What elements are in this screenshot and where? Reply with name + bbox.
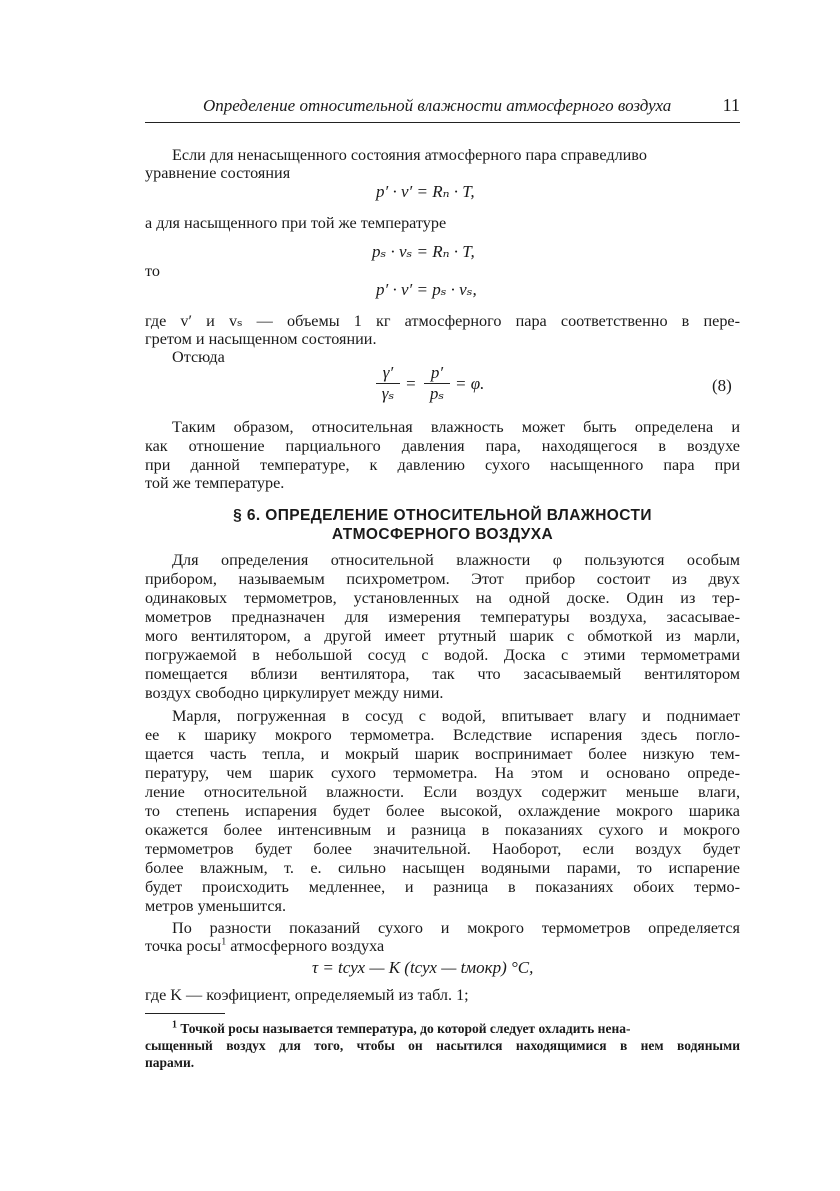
text-span: атмосферного воздуха	[226, 937, 385, 955]
fraction-numerator: γ′	[382, 363, 394, 382]
text-line: метров уменьшится.	[145, 897, 287, 915]
text-line: уравнение состояния	[145, 164, 291, 182]
text-line: где K — коэфициент, определяемый из табл. 1;	[145, 986, 469, 1004]
text-span: точка росы	[145, 937, 222, 955]
text-line: а для насыщенного при той же температуре	[145, 214, 447, 232]
text-line: термометров будет более значительной. Наоборот, если воздух будет	[145, 840, 740, 858]
fraction-gamma	[376, 364, 400, 403]
text-line: помещается вблизи вентилятора, так что засасываемый вентилятором	[145, 665, 740, 683]
text-line: то	[145, 262, 160, 280]
text-line: ее к шарику мокрого термометра. Вследствие испарения здесь погло-	[145, 726, 740, 744]
text-line: мометров предназначен для измерения температуры воздуха, засасывае-	[145, 608, 740, 626]
text-line-with-footnote-ref	[145, 937, 384, 957]
text-line: погружаемой в небольшой сосуд с водой. Доска с этими термометрами	[145, 646, 740, 664]
text-line: Если для ненасыщенного состояния атмосферного пара справедливо	[172, 146, 647, 164]
fraction-pressure	[424, 364, 450, 403]
text-line: одинаковых термометров, установленных на одной доске. Один из тер-	[145, 589, 740, 607]
formula-dew-point: τ = tсух — K (tсух — tмокр) °C,	[312, 958, 534, 977]
text-line: пературу, чем шарик сухого термометра. На этом и основано опреде-	[145, 764, 740, 782]
page-number: 11	[722, 95, 740, 115]
text-line: щается часть тепла, и мокрый шарик воспринимает более низкую тем-	[145, 745, 740, 763]
text-line: более влажным, т. е. сильно насыщен водяными парами, то испарение	[145, 859, 740, 877]
fraction-denominator: pₛ	[429, 384, 445, 403]
running-header-title: Определение относительной влажности атмосферного воздуха	[203, 96, 672, 115]
text-line: ление относительной влажности. Если воздух содержит меньше влаги,	[145, 783, 740, 801]
formula-state-saturated: pₛ · vₛ = Rₙ · T,	[372, 242, 475, 261]
text-line: той же температуре.	[145, 474, 285, 492]
text-line: будет происходить медленнее, и разница в показаниях обоих термо-	[145, 878, 740, 896]
text-line: Отсюда	[172, 348, 225, 366]
text-line: гретом и насыщенном состоянии.	[145, 330, 377, 348]
text-line: Таким образом, относительная влажность может быть определена и	[172, 418, 740, 436]
text-line: Марля, погруженная в сосуд с водой, впитывает влагу и поднимает	[172, 707, 740, 725]
footnote-rule	[145, 1013, 225, 1014]
footnote-ref: 1	[221, 936, 227, 948]
text-line: прибором, называемым психрометром. Этот прибор состоит из двух	[145, 570, 740, 588]
running-header	[145, 96, 740, 118]
text-line: при данной температуре, к давлению сухого насыщенного пара при	[145, 456, 740, 474]
formula-state-unsaturated: p′ · v′ = Rₙ · T,	[376, 182, 475, 201]
text-line: мого вентилятором, а другой имеет ртутный шарик с обмоткой из марли,	[145, 627, 740, 645]
header-rule	[145, 122, 740, 123]
equals-sign: =	[405, 374, 417, 393]
text-line: где v′ и vₛ — объемы 1 кг атмосферного пара соответственно в пере-	[145, 312, 740, 330]
text-span: Точкой росы называется температура, до которой следует охладить нена-	[177, 1021, 631, 1036]
footnote-line: парами.	[145, 1055, 195, 1070]
footnote-marker: 1	[172, 1019, 177, 1031]
text-line: воздух свободно циркулирует между ними.	[145, 684, 444, 702]
fraction-denominator: γₛ	[381, 384, 395, 403]
equation-tail: = φ.	[455, 374, 485, 393]
equation-number: (8)	[712, 376, 732, 395]
text-line: По разности показаний сухого и мокрого термометров определяется	[172, 919, 740, 937]
footnote-line	[172, 1021, 630, 1038]
text-line: то степень испарения будет более высокой, охлаждение мокрого шарика	[145, 802, 740, 820]
section-heading-line1: § 6. ОПРЕДЕЛЕНИЕ ОТНОСИТЕЛЬНОЙ ВЛАЖНОСТИ	[233, 507, 652, 524]
fraction-numerator: p′	[430, 363, 444, 382]
text-line: окажется более интенсивным и разница в показаниях сухого и мокрого	[145, 821, 740, 839]
section-heading-line2: АТМОСФЕРНОГО ВОЗДУХА	[331, 526, 554, 543]
text-line: Для определения относительной влажности φ пользуются особым	[172, 551, 740, 569]
text-line: как отношение парциального давления пара, находящегося в воздухе	[145, 437, 740, 455]
formula-equality: p′ · v′ = pₛ · vₛ,	[376, 280, 477, 299]
footnote-line: сыщенный воздух для того, чтобы он насытился находящимися в нем водяными	[145, 1038, 740, 1053]
